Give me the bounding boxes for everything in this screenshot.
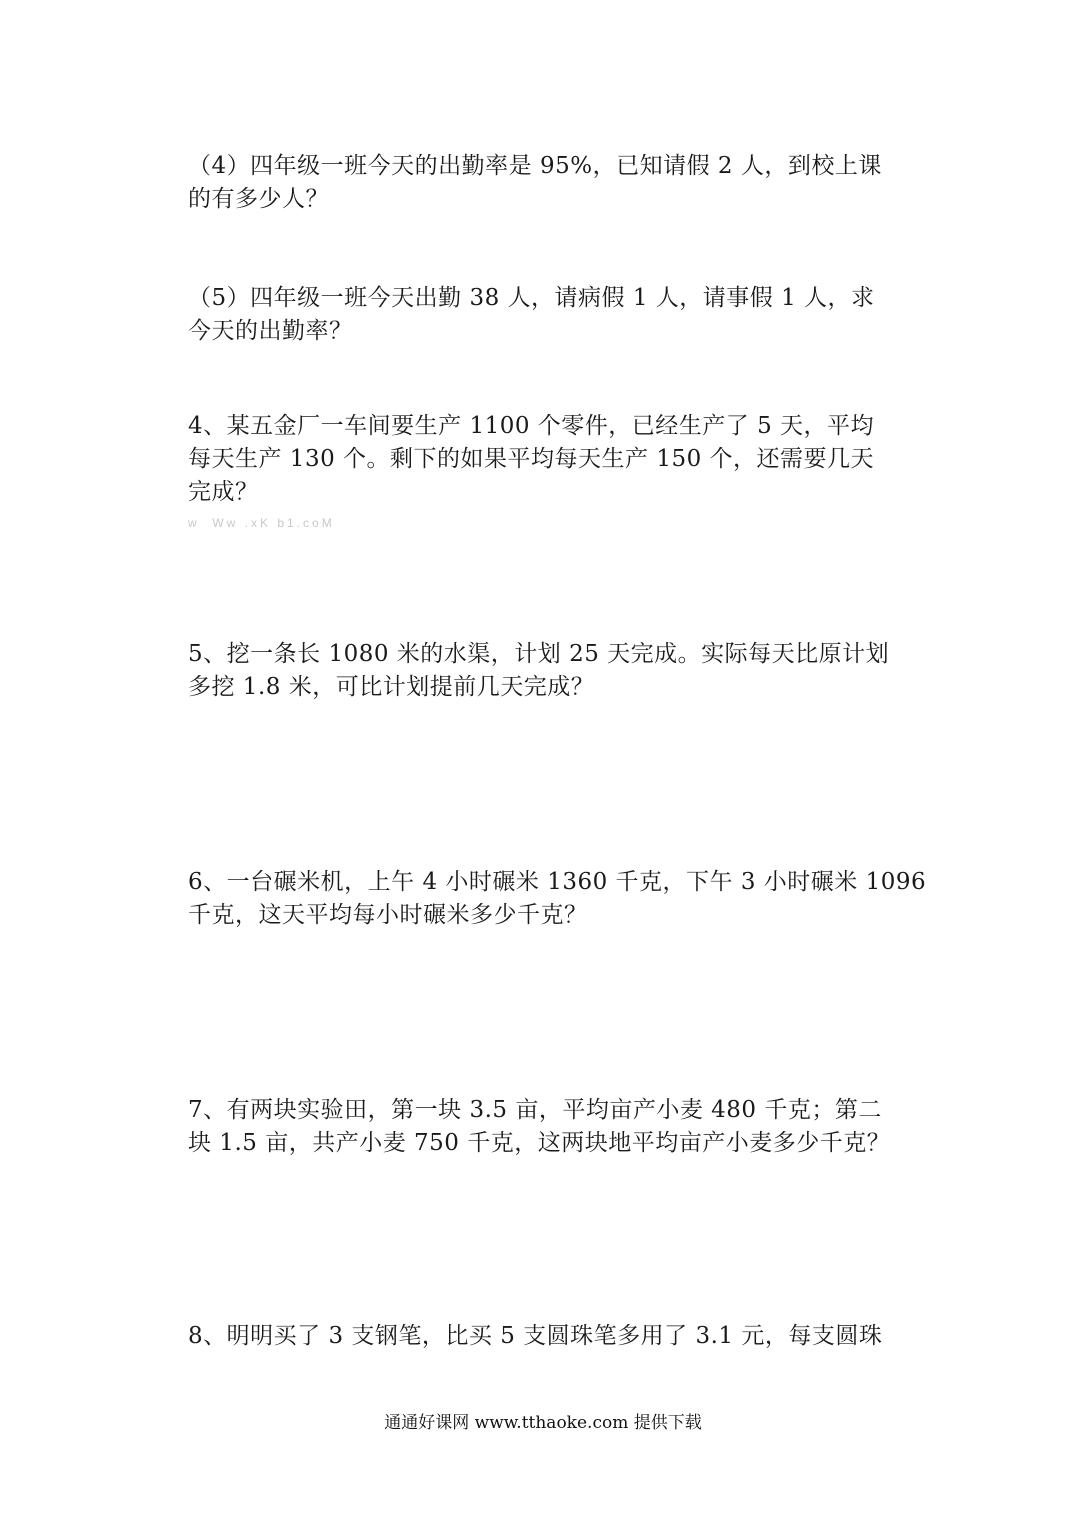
problem-line: 7、有两块实验田，第一块 3.5 亩，平均亩产小麦 480 千克；第二	[188, 1097, 882, 1123]
problem-line: 5、挖一条长 1080 米的水渠，计划 25 天完成。实际每天比原计划	[188, 641, 890, 667]
problem-line: 完成？	[188, 479, 259, 505]
problem-line: 4、某五金厂一车间要生产 1100 个零件，已经生产了 5 天，平均	[188, 413, 875, 439]
problem-line: 多挖 1.8 米，可比计划提前几天完成？	[188, 674, 595, 700]
problem-line: 千克，这天平均每小时碾米多少千克？	[188, 902, 588, 928]
problem-line: 8、明明买了 3 支钢笔，比买 5 支圆珠笔多用了 3.1 元，每支圆珠	[188, 1323, 883, 1349]
problem-6	[188, 866, 927, 932]
problem-4	[188, 410, 904, 509]
problem-8	[188, 1320, 904, 1353]
problem-line: 6、一台碾米机，上午 4 小时碾米 1360 千克，下午 3 小时碾米 1096	[188, 869, 927, 895]
problem-line: 块 1.5 亩，共产小麦 750 千克，这两块地平均亩产小麦多少千克？	[188, 1130, 891, 1156]
problem-5	[188, 638, 904, 704]
page-footer: 通通好课网 www.tthaoke.com 提供下载	[384, 1413, 702, 1433]
problem-4-sub	[188, 150, 904, 216]
problem-7	[188, 1094, 904, 1160]
problem-line: 今天的出勤率？	[188, 318, 353, 344]
problem-line: （5）四年级一班今天出勤 38 人，请病假 1 人，请事假 1 人，求	[188, 285, 875, 311]
problem-line: （4）四年级一班今天的出勤率是 95%，已知请假 2 人，到校上课	[188, 153, 882, 179]
problem-line: 的有多少人？	[188, 186, 329, 212]
watermark-text: w Ww .xK b1.coM	[188, 516, 335, 530]
problem-5-sub	[188, 282, 904, 348]
problem-line: 每天生产 130 个。剩下的如果平均每天生产 150 个，还需要几天	[188, 446, 875, 472]
